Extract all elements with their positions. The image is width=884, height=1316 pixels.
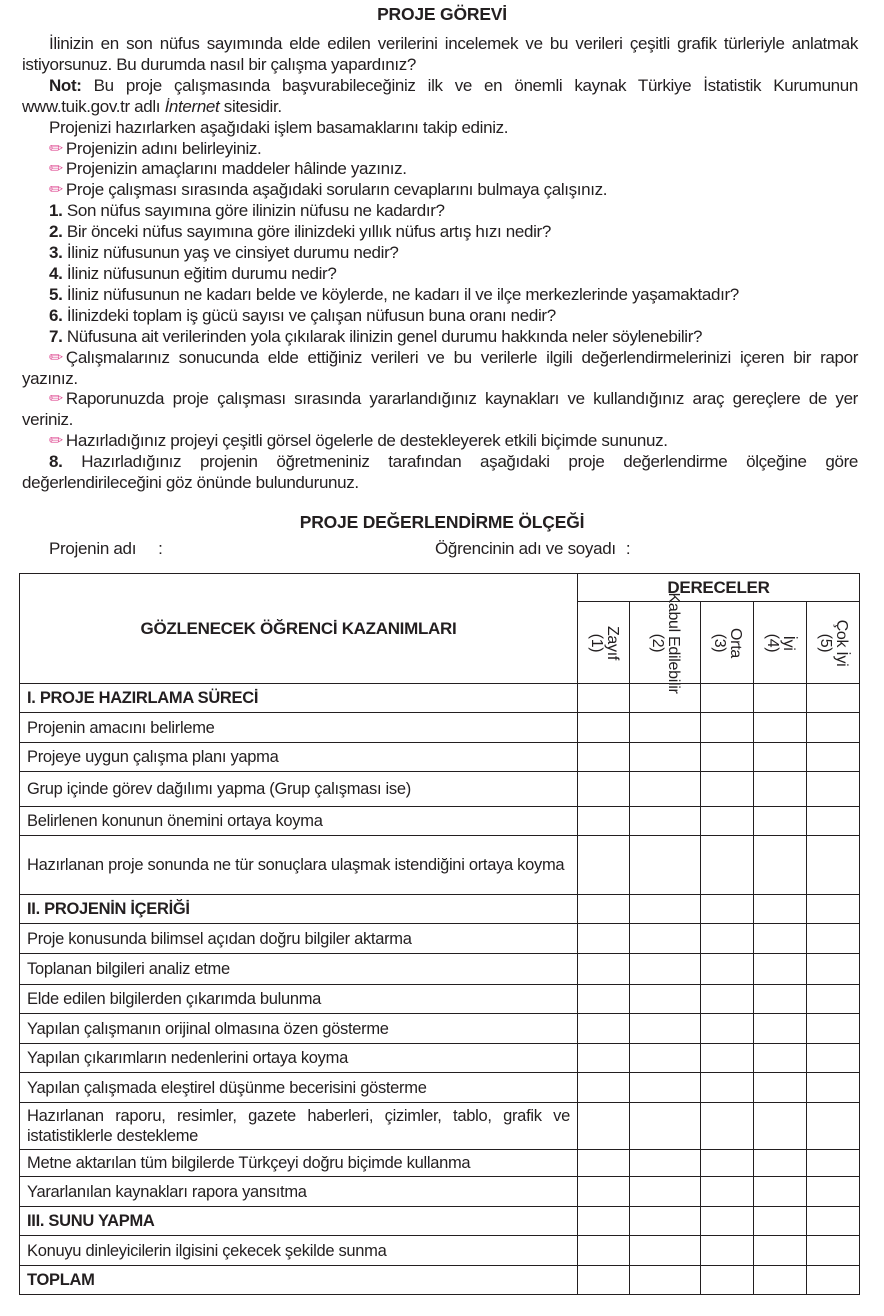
score-cell[interactable] (807, 1207, 860, 1236)
criterion-row (20, 1236, 860, 1266)
project-name-label: Projenin adı (49, 539, 137, 558)
score-cell[interactable] (754, 954, 807, 985)
pencil-icon: ✏ (49, 180, 63, 200)
score-cell[interactable] (754, 684, 807, 713)
score-cell[interactable] (701, 1150, 754, 1177)
score-cell[interactable] (578, 1177, 630, 1207)
instruction-bullet (22, 180, 858, 201)
final-text: Hazırladığınız projenin öğretmeniniz tarafından aşağıdaki proje değerlendirme ölçeğine göre değerlendirileceğini göz önünde bulundurunuz. (22, 452, 858, 493)
score-cell[interactable] (807, 1044, 860, 1073)
criterion-row (20, 1177, 860, 1207)
score-cell[interactable] (578, 836, 630, 895)
score-cell[interactable] (578, 772, 630, 807)
score-cell[interactable] (701, 1073, 754, 1103)
section-label: II. PROJENİN İÇERİĞİ (20, 895, 578, 924)
criterion-row (20, 713, 860, 743)
question-item (22, 222, 858, 243)
score-cell[interactable] (630, 1207, 701, 1236)
score-cell[interactable] (701, 1236, 754, 1266)
score-cell[interactable] (701, 895, 754, 924)
score-cell[interactable] (754, 1014, 807, 1044)
score-cell[interactable] (754, 1266, 807, 1295)
note-label: Not: (49, 75, 82, 95)
section-label: TOPLAM (20, 1266, 578, 1295)
grade-name: Çok İyi (833, 619, 850, 666)
score-cell[interactable] (701, 1266, 754, 1295)
pencil-icon: ✏ (49, 389, 63, 409)
question-item (22, 327, 858, 348)
criterion-row (20, 1103, 860, 1150)
score-cell[interactable] (754, 772, 807, 807)
score-cell[interactable] (807, 924, 860, 954)
score-cell[interactable] (701, 1177, 754, 1207)
criterion-label: Hazırlanan raporu, resimler, gazete haberleri, çizimler, tablo, grafik ve istatistiklerle destekleme (20, 1103, 578, 1150)
bullet-text: Çalışmalarınız sonucunda elde ettiğiniz verileri ve bu verilerle ilgili değerlendirmelerinizi içeren bir rapor yazınız. (22, 347, 858, 388)
grade-name: Orta (727, 627, 744, 658)
score-cell[interactable] (701, 1044, 754, 1073)
score-cell[interactable] (578, 807, 630, 836)
question-number: 3. (49, 243, 63, 263)
grade-header (701, 602, 754, 684)
score-cell[interactable] (754, 1236, 807, 1266)
score-cell[interactable] (578, 1236, 630, 1266)
score-cell[interactable] (630, 1014, 701, 1044)
score-cell[interactable] (578, 924, 630, 954)
criterion-row (20, 1014, 860, 1044)
score-cell[interactable] (807, 1150, 860, 1177)
score-cell[interactable] (807, 1014, 860, 1044)
score-cell[interactable] (807, 836, 860, 895)
score-cell[interactable] (630, 1150, 701, 1177)
intro-paragraph: İlinizin en son nüfus sayımında elde edilen verilerini incelemek ve bu verileri çeşitli grafik türleriyle anlatmak istiyorsunuz. Bu durumda nasıl bir çalışma yapardınız? (22, 34, 858, 74)
score-cell[interactable] (630, 743, 701, 772)
criterion-row (20, 1150, 860, 1177)
score-cell[interactable] (754, 1207, 807, 1236)
criterion-label: Toplanan bilgileri analiz etme (20, 954, 578, 985)
bullet-text: Raporunuzda proje çalışması sırasında yararlandığınız kaynakları ve kullandığınız araç gereçlere de yer veriniz. (22, 389, 858, 430)
question-number: 7. (49, 326, 63, 346)
criterion-label: Hazırlanan proje sonunda ne tür sonuçlara ulaşmak istendiğini ortaya koyma (20, 836, 578, 895)
instruction-bullet (22, 348, 858, 390)
score-cell[interactable] (578, 954, 630, 985)
header-grades: DERECELER (578, 574, 860, 602)
criterion-label: Projenin amacını belirleme (20, 713, 578, 743)
score-cell[interactable] (630, 713, 701, 743)
grade-label (588, 625, 620, 659)
criterion-label: Belirlenen konunun önemini ortaya koyma (20, 807, 578, 836)
question-text: İliniz nüfusunun eğitim durumu nedir? (62, 263, 337, 283)
score-cell[interactable] (630, 1177, 701, 1207)
note-paragraph (22, 76, 858, 118)
score-cell[interactable] (807, 772, 860, 807)
score-cell[interactable] (701, 743, 754, 772)
score-cell[interactable] (578, 743, 630, 772)
score-cell[interactable] (630, 1266, 701, 1295)
question-item (22, 201, 858, 222)
score-cell[interactable] (807, 1236, 860, 1266)
question-number: 4. (49, 263, 63, 283)
section-row (20, 684, 860, 713)
criterion-row (20, 1073, 860, 1103)
criterion-label: Metne aktarılan tüm bilgilerde Türkçeyi doğru biçimde kullanma (20, 1150, 578, 1177)
score-cell[interactable] (754, 985, 807, 1014)
steps-intro: Projenizi hazırlarken aşağıdaki işlem basamaklarını takip ediniz. (49, 117, 509, 137)
score-cell[interactable] (754, 1073, 807, 1103)
score-cell[interactable] (701, 1014, 754, 1044)
score-cell[interactable] (578, 684, 630, 713)
score-cell[interactable] (578, 1207, 630, 1236)
evaluation-scale-table (19, 573, 860, 1295)
section-row (20, 1207, 860, 1236)
project-name-colon: : (158, 539, 163, 558)
score-cell[interactable] (578, 1266, 630, 1295)
score-cell[interactable] (754, 1044, 807, 1073)
score-cell[interactable] (754, 807, 807, 836)
score-cell[interactable] (701, 772, 754, 807)
question-text: İliniz nüfusunun yaş ve cinsiyet durumu nedir? (62, 243, 399, 263)
grade-name: Kabul Edilebilir (665, 591, 682, 694)
question-text: Nüfusuna ait verilerinden yola çıkılarak ilinizin genel durumu hakkında neler söylenebilir? (62, 326, 703, 346)
instruction-bullet (22, 159, 858, 180)
bullet-text: Projenizin amaçlarını maddeler hâlinde yazınız. (65, 159, 407, 179)
criterion-label: Yapılan çıkarımların nedenlerini ortaya koyma (20, 1044, 578, 1073)
score-cell[interactable] (630, 985, 701, 1014)
header-outcomes: GÖZLENECEK ÖĞRENCİ KAZANIMLARI (20, 574, 578, 684)
score-cell[interactable] (701, 985, 754, 1014)
score-cell[interactable] (754, 1150, 807, 1177)
section-label: I. PROJE HAZIRLAMA SÜRECİ (20, 684, 578, 713)
score-cell[interactable] (630, 1044, 701, 1073)
question-number: 1. (49, 201, 63, 221)
score-cell[interactable] (701, 836, 754, 895)
criterion-label: Projeye uygun çalışma planı yapma (20, 743, 578, 772)
score-cell[interactable] (630, 1236, 701, 1266)
task-title: PROJE GÖREVİ (377, 4, 507, 24)
score-cell[interactable] (807, 985, 860, 1014)
score-cell[interactable] (578, 1150, 630, 1177)
grade-value: (5) (817, 633, 834, 652)
note-text-end: sitesidir. (219, 96, 282, 116)
score-cell[interactable] (578, 895, 630, 924)
score-cell[interactable] (807, 1073, 860, 1103)
scale-title: PROJE DEĞERLENDİRME ÖLÇEĞİ (299, 512, 585, 532)
criterion-label: Yapılan çalışmanın orijinal olmasına özen gösterme (20, 1014, 578, 1044)
score-cell[interactable] (578, 985, 630, 1014)
grade-label (764, 633, 796, 652)
criterion-row (20, 1044, 860, 1073)
question-number: 5. (49, 284, 63, 304)
score-cell[interactable] (578, 1073, 630, 1103)
instruction-bullet (22, 389, 858, 431)
question-number: 6. (49, 305, 63, 325)
score-cell[interactable] (754, 895, 807, 924)
grade-label (711, 628, 743, 658)
question-item (22, 243, 858, 264)
grade-name: İyi (780, 634, 797, 651)
score-cell[interactable] (701, 713, 754, 743)
score-cell[interactable] (807, 743, 860, 772)
score-cell[interactable] (701, 1103, 754, 1150)
score-cell[interactable] (807, 1177, 860, 1207)
score-cell[interactable] (701, 1207, 754, 1236)
task-body (22, 34, 858, 494)
score-cell[interactable] (754, 713, 807, 743)
question-number: 2. (49, 222, 63, 242)
question-item (22, 306, 858, 327)
score-cell[interactable] (630, 807, 701, 836)
score-cell[interactable] (701, 924, 754, 954)
criterion-row (20, 772, 860, 807)
score-cell[interactable] (630, 1103, 701, 1150)
grade-label (649, 592, 681, 693)
score-cell[interactable] (807, 713, 860, 743)
student-name-colon: : (625, 539, 631, 558)
section-row (20, 895, 860, 924)
score-cell[interactable] (630, 1073, 701, 1103)
score-cell[interactable] (807, 1266, 860, 1295)
criterion-row (20, 924, 860, 954)
question-text: Bir önceki nüfus sayımına göre ilinizdeki yıllık nüfus artış hızı nedir? (62, 222, 551, 242)
score-cell[interactable] (578, 713, 630, 743)
student-name-field (435, 539, 630, 559)
score-cell[interactable] (754, 1103, 807, 1150)
grade-value: (4) (764, 633, 781, 652)
score-cell[interactable] (630, 836, 701, 895)
grade-header (754, 602, 807, 684)
grade-header (630, 591, 701, 694)
grade-name: Zayıf (603, 625, 621, 660)
score-cell[interactable] (754, 836, 807, 895)
question-text: İliniz nüfusunun ne kadarı belde ve köylerde, ne kadarı il ve ilçe merkezlerinde yaşamaktadır? (62, 284, 739, 304)
final-instruction (22, 452, 858, 494)
question-item (22, 285, 858, 306)
criterion-label: Elde edilen bilgilerden çıkarımda bulunma (20, 985, 578, 1014)
criterion-label: Grup içinde görev dağılımı yapma (Grup çalışması ise) (20, 772, 578, 807)
grade-value: (3) (711, 633, 728, 652)
final-number: 8. (49, 452, 63, 472)
criterion-row (20, 985, 860, 1014)
pencil-icon: ✏ (49, 347, 63, 367)
score-cell[interactable] (630, 772, 701, 807)
section-row (20, 1266, 860, 1295)
pencil-icon: ✏ (49, 138, 63, 158)
instruction-bullet (22, 431, 858, 452)
note-italic: İnternet (164, 96, 220, 116)
question-item (22, 264, 858, 285)
score-cell[interactable] (630, 895, 701, 924)
section-label: III. SUNU YAPMA (20, 1207, 578, 1236)
score-cell[interactable] (701, 684, 754, 713)
instruction-bullet (22, 139, 858, 160)
score-cell[interactable] (807, 895, 860, 924)
question-text: Son nüfus sayımına göre ilinizin nüfusu ne kadardır? (62, 201, 445, 221)
score-cell[interactable] (701, 954, 754, 985)
criterion-label: Proje konusunda bilimsel açıdan doğru bilgiler aktarma (20, 924, 578, 954)
score-cell[interactable] (807, 1103, 860, 1150)
bullet-text: Hazırladığınız projeyi çeşitli görsel ögelerle de destekleyerek etkili biçimde sununuz. (65, 431, 668, 451)
pencil-icon: ✏ (49, 159, 63, 179)
criterion-row (20, 807, 860, 836)
score-cell[interactable] (807, 807, 860, 836)
criterion-label: Yararlanılan kaynakları rapora yansıtma (20, 1177, 578, 1207)
score-cell[interactable] (630, 954, 701, 985)
score-cell[interactable] (807, 954, 860, 985)
score-cell[interactable] (630, 924, 701, 954)
student-name-label: Öğrencinin adı ve soyadı (435, 539, 616, 558)
criterion-row (20, 743, 860, 772)
criterion-row (20, 836, 860, 895)
pencil-icon: ✏ (49, 431, 63, 451)
question-text: İlinizdeki toplam iş gücü sayısı ve çalışan nüfusun buna oranı nedir? (62, 305, 556, 325)
grade-header (807, 602, 860, 684)
score-cell[interactable] (807, 684, 860, 713)
criterion-label: Yapılan çalışmada eleştirel düşünme becerisini gösterme (20, 1073, 578, 1103)
grade-value: (1) (587, 633, 605, 652)
criterion-row (20, 954, 860, 985)
score-cell[interactable] (578, 1103, 630, 1150)
project-name-field (49, 539, 163, 559)
bullet-text: Proje çalışması sırasında aşağıdaki soruların cevaplarını bulmaya çalışınız. (65, 180, 608, 200)
grade-value: (2) (649, 633, 666, 652)
score-cell[interactable] (701, 807, 754, 836)
score-cell[interactable] (754, 1177, 807, 1207)
criterion-label: Konuyu dinleyicilerin ilgisini çekecek şekilde sunma (20, 1236, 578, 1266)
grade-header (578, 602, 630, 684)
grade-label (817, 619, 849, 666)
bullet-text: Projenizin adını belirleyiniz. (65, 138, 262, 158)
score-cell[interactable] (754, 743, 807, 772)
score-cell[interactable] (578, 1014, 630, 1044)
score-cell[interactable] (578, 1044, 630, 1073)
note-text: Bu proje çalışmasında başvurabileceğiniz ilk ve en önemli kaynak Türkiye İstatistik Kurumunun www.tuik.gov.tr adlı (22, 75, 858, 116)
score-cell[interactable] (754, 924, 807, 954)
